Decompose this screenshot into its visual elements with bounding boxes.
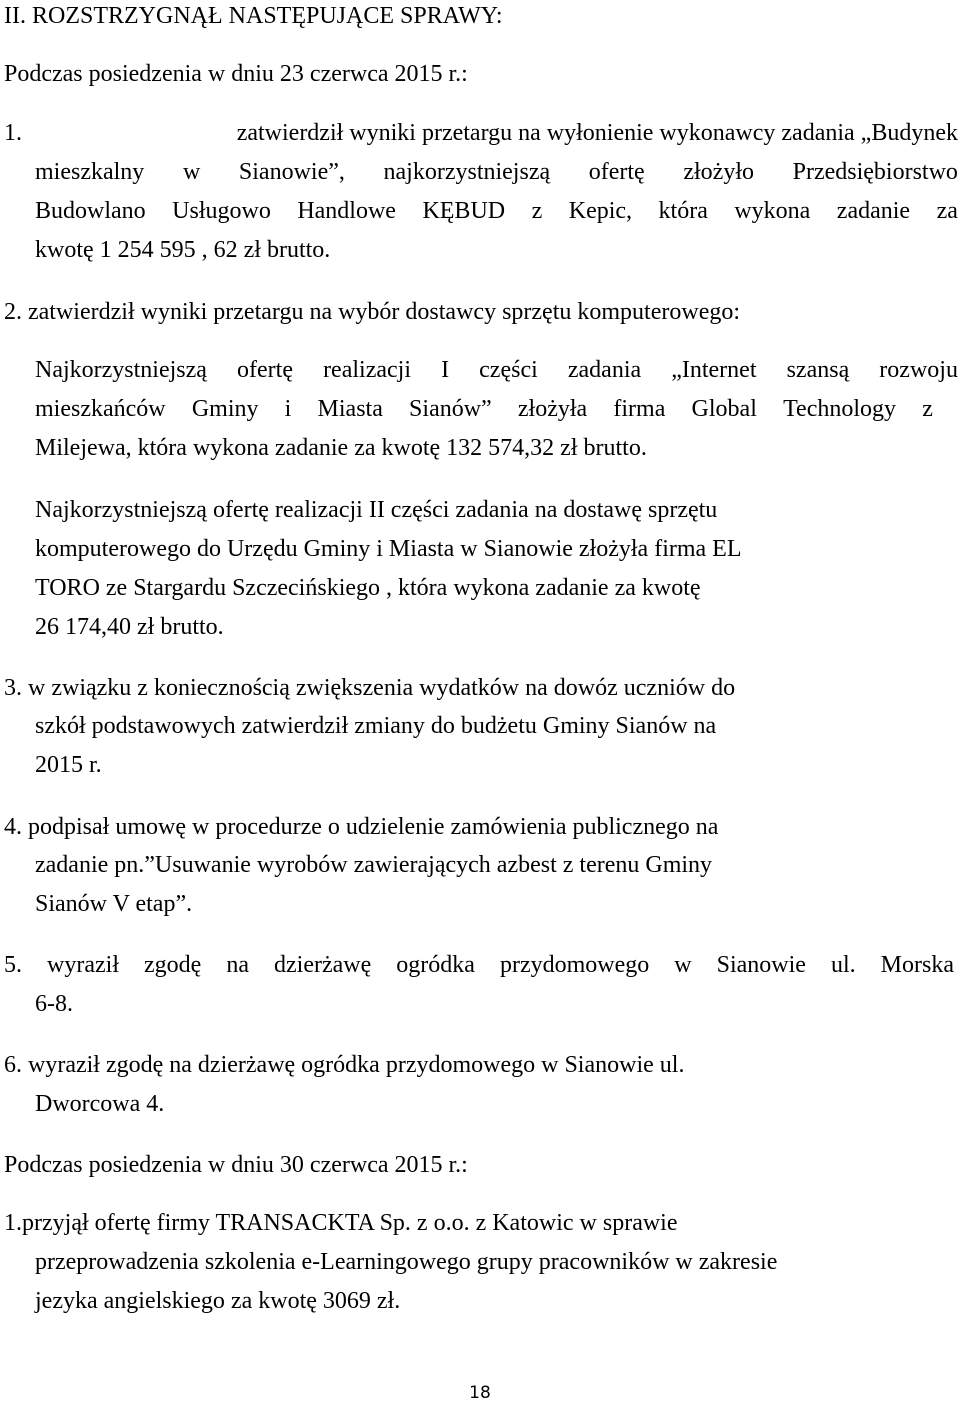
- item-4-line-3: Sianów V etap”.: [35, 891, 193, 917]
- item-6-line-2: Dworcowa 4.: [35, 1091, 165, 1117]
- item-4-line-1: 4. podpisał umowę w procedurze o udzielenie zamówienia publicznego na: [4, 814, 719, 840]
- item-1-line-1-text: zatwierdził wyniki przetargu na wyłonienie wykonawcy zadania „Budynek: [236, 120, 958, 146]
- item-2-line-1: 2. zatwierdził wyniki przetargu na wybór dostawcy sprzętu komputerowego:: [4, 299, 741, 325]
- word: Przedsiębiorstwo: [792, 159, 958, 185]
- item-1-number: 1.: [4, 120, 28, 146]
- word: zadanie: [836, 198, 911, 224]
- word: wykona: [734, 198, 811, 224]
- item-2-para-2-line-3: TORO ze Stargardu Szczecińskiego , która wykona zadanie za kwotę: [35, 575, 701, 601]
- item-1-line-3: [35, 196, 958, 226]
- item-3-line-3: 2015 r.: [35, 752, 102, 778]
- word: dzierżawę: [274, 952, 372, 978]
- word: wyraził: [47, 952, 119, 978]
- item-3-line-2: szkół podstawowych zatwierdził zmiany do budżetu Gminy Sianów na: [35, 713, 717, 739]
- word: Miasta: [317, 396, 383, 422]
- page-number: 18: [469, 1383, 491, 1403]
- word: ogródka: [396, 952, 475, 978]
- word: ofertę: [237, 357, 293, 383]
- item-3-line-1: 3. w związku z koniecznością zwiększenia wydatków na dowóz uczniów do: [4, 675, 736, 701]
- item-5-line-2: 6-8.: [35, 991, 73, 1017]
- word: zgodę: [144, 952, 202, 978]
- word: ul.: [830, 952, 856, 978]
- word: złożyło: [683, 159, 754, 185]
- word: Usługowo: [172, 198, 271, 224]
- word: zadania: [567, 357, 642, 383]
- item-b1-line-1: 1.przyjął ofertę firmy TRANSACKTA Sp. z o.o. z Katowic w sprawie: [4, 1210, 678, 1236]
- item-2-para-2-line-2: komputerowego do Urzędu Gminy i Miasta w Sianowie złożyła firma EL: [35, 536, 742, 562]
- item-2-para-1-line-3: Milejewa, która wykona zadanie za kwotę 132 574,32 zł brutto.: [35, 435, 647, 461]
- word: w: [674, 952, 692, 978]
- word: „Internet: [671, 357, 757, 383]
- word: części: [479, 357, 538, 383]
- word: Gminy: [191, 396, 259, 422]
- word: KĘBUD: [422, 198, 506, 224]
- word: Technology: [783, 396, 897, 422]
- item-1-line-2: [35, 157, 958, 187]
- word: z: [922, 396, 933, 422]
- word: Sianowie: [716, 952, 806, 978]
- word: Sianów”: [409, 396, 492, 422]
- item-b1-line-2: przeprowadzenia szkolenia e-Learningowego grupy pracowników w zakresie: [35, 1249, 778, 1275]
- item-b1-line-3: jezyka angielskiego za kwotę 3069 zł.: [35, 1288, 401, 1314]
- word: Global: [691, 396, 757, 422]
- word: Morska: [880, 952, 954, 978]
- word: mieszkańców: [35, 396, 166, 422]
- item-2-para-2-line-1: Najkorzystniejszą ofertę realizacji II części zadania na dostawę sprzętu: [35, 497, 718, 523]
- word: mieszkalny: [35, 159, 145, 185]
- item-5-line-1: [4, 950, 954, 980]
- word: która: [658, 198, 708, 224]
- word: I: [441, 357, 450, 383]
- word: Handlowe: [297, 198, 396, 224]
- word: za: [936, 198, 958, 224]
- item-2-para-1-line-1: [35, 355, 958, 385]
- word: i: [284, 396, 292, 422]
- item-2-para-1-line-2: [35, 394, 933, 424]
- section-heading: II. ROZSTRZYGNĄŁ NASTĘPUJĄCE SPRAWY:: [4, 3, 503, 29]
- word: przydomowego: [499, 952, 650, 978]
- session-date-23-june: Podczas posiedzenia w dniu 23 czerwca 2015 r.:: [4, 61, 468, 87]
- word: na: [226, 952, 249, 978]
- word: ofertę: [588, 159, 645, 185]
- word: w: [182, 159, 201, 185]
- item-2-para-2-line-4: 26 174,40 zł brutto.: [35, 614, 224, 640]
- item-4-line-2: zadanie pn.”Usuwanie wyrobów zawierających azbest z terenu Gminy: [35, 852, 713, 878]
- word: 5.: [4, 952, 22, 978]
- session-date-30-june: Podczas posiedzenia w dniu 30 czerwca 2015 r.:: [4, 1152, 468, 1178]
- item-1-line-1: [4, 118, 958, 148]
- word: złożyła: [517, 396, 588, 422]
- word: firma: [613, 396, 666, 422]
- word: Najkorzystniejszą: [35, 357, 207, 383]
- word: Kepic,: [568, 198, 633, 224]
- word: Budowlano: [35, 198, 146, 224]
- word: najkorzystniejszą: [383, 159, 551, 185]
- word: realizacji: [323, 357, 411, 383]
- word: rozwoju: [879, 357, 958, 383]
- word: z: [531, 198, 543, 224]
- word: Sianowie”,: [238, 159, 345, 185]
- word: szansą: [786, 357, 850, 383]
- item-6-line-1: 6. wyraził zgodę na dzierżawę ogródka przydomowego w Sianowie ul.: [4, 1052, 685, 1078]
- item-1-line-4: kwotę 1 254 595 , 62 zł brutto.: [35, 237, 331, 263]
